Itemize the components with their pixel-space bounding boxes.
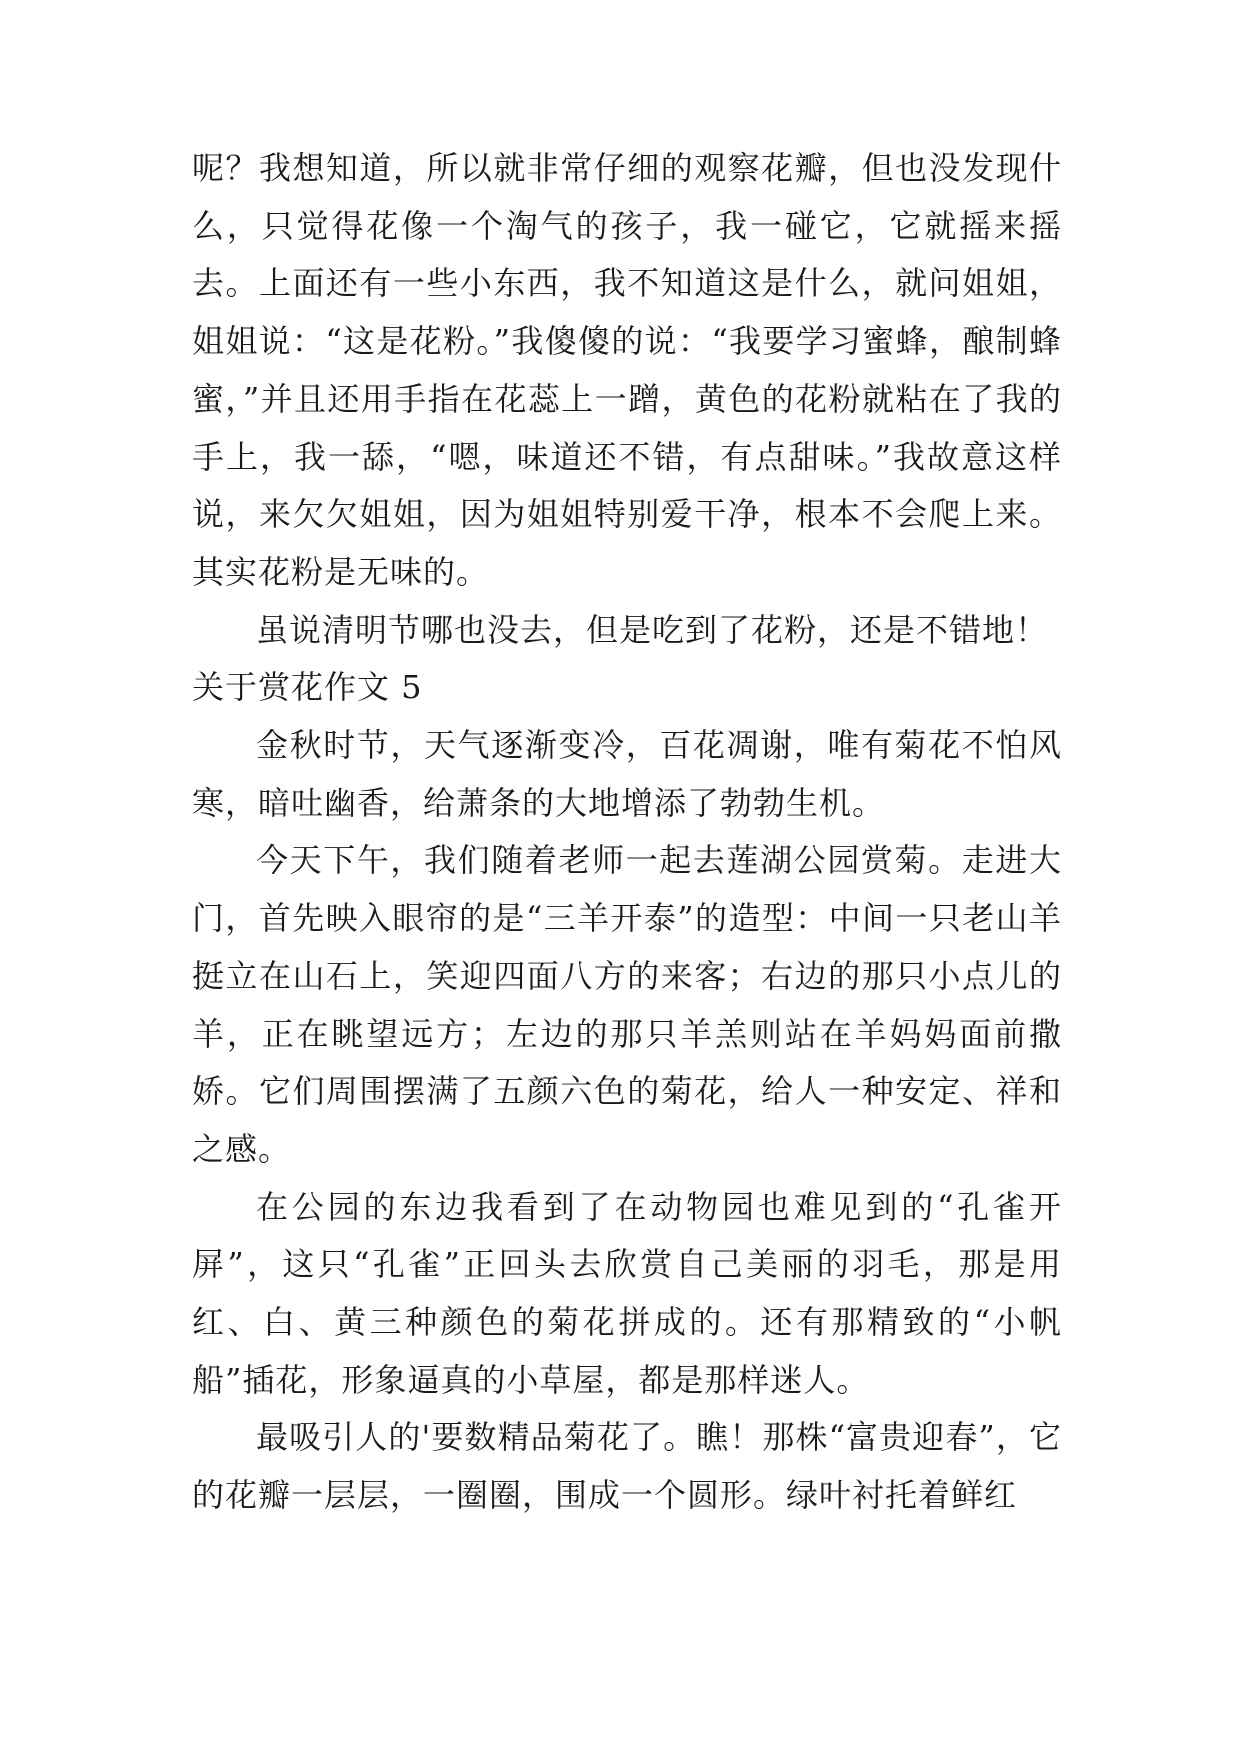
section-heading: 关于赏花作文 5	[192, 668, 423, 707]
paragraph: 呢？我想知道，所以就非常仔细的观察花瓣，但也没发现什么，只觉得花像一个淘气的孩子，我一碰它，它就摇来摇去。上面还有一些小东西，我不知道这是什么，就问姐姐，姐姐说：“这是花粉。”我傻傻的说：“我要学习蜜蜂，酿制蜂蜜，”并且还用手指在花蕊上一蹭，黄色的花粉就粘在了我的手上，我一舔，“嗯，味道还不错，有点甜味。”我故意这样说，来欠欠姐姐，因为姐姐特别爱干净，根本不会爬上来。其实花粉是无味的。	[192, 149, 1062, 591]
paragraph: 金秋时节，天气逐渐变冷，百花凋谢，唯有菊花不怕风寒，暗吐幽香，给萧条的大地增添了勃勃生机。	[192, 726, 1062, 822]
paragraph: 最吸引人的'要数精品菊花了。瞧！那株“富贵迎春”，它的花瓣一层层，一圈圈，围成一个圆形。绿叶衬托着鲜红	[192, 1418, 1062, 1515]
paragraph: 在公园的东边我看到了在动物园也难见到的“孔雀开屏”，这只“孔雀”正回头去欣赏自己美丽的羽毛，那是用红、白、黄三种颜色的菊花拼成的。还有那精致的“小帆船”插花，形象逼真的小草屋，都是那样迷人。	[192, 1187, 1062, 1399]
paragraph: 今天下午，我们随着老师一起去莲湖公园赏菊。走进大门，首先映入眼帘的是“三羊开泰”的造型：中间一只老山羊挺立在山石上，笑迎四面八方的来客；右边的那只小点儿的羊，正在眺望远方；左边的那只羊羔则站在羊妈妈面前撒娇。它们周围摆满了五颜六色的菊花，给人一种安定、祥和之感。	[192, 841, 1062, 1168]
document-page	[192, 140, 1062, 1525]
paragraph: 虽说清明节哪也没去，但是吃到了花粉，还是不错地！	[256, 610, 1049, 649]
